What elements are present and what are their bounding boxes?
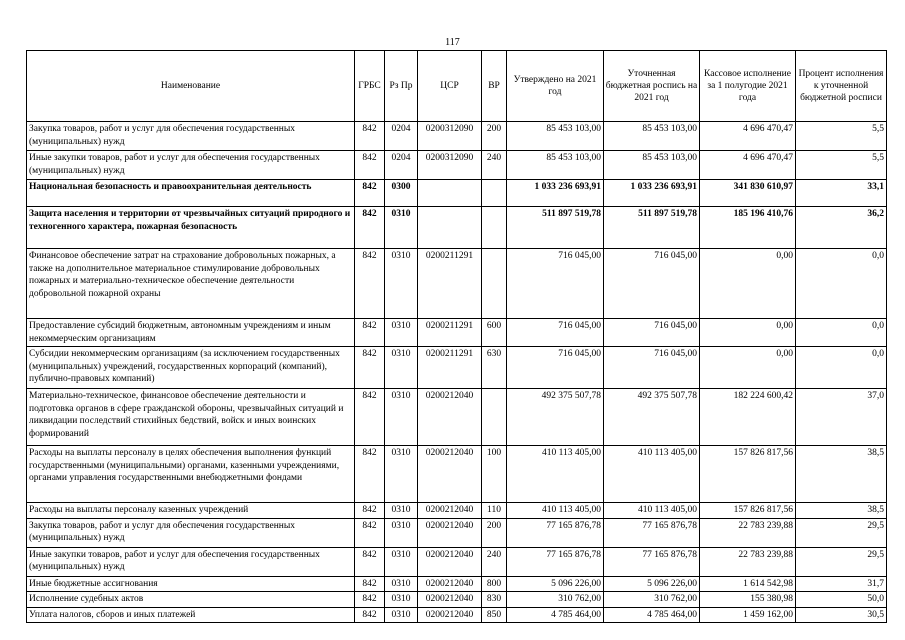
cell-grbs: 842 [355, 347, 385, 389]
table-row [27, 576, 887, 592]
cell-csr: 0200211291 [418, 319, 482, 347]
cell-rzpr: 0310 [385, 503, 418, 519]
cell-cash: 1 614 542,98 [700, 576, 796, 592]
cell-approved: 410 113 405,00 [507, 503, 604, 519]
cell-percent: 50,0 [796, 592, 887, 608]
cell-csr: 0200212040 [418, 446, 482, 503]
cell-name: Расходы на выплаты персоналу казенных учреждений [27, 503, 355, 519]
cell-percent: 38,5 [796, 503, 887, 519]
cell-approved: 77 165 876,78 [507, 518, 604, 547]
header-grbs: ГРБС [355, 51, 385, 122]
cell-approved: 716 045,00 [507, 249, 604, 319]
header-refined: Уточненная бюджетная роспись на 2021 год [604, 51, 700, 122]
cell-cash: 1 459 162,00 [700, 607, 796, 623]
cell-percent: 38,5 [796, 446, 887, 503]
cell-grbs: 842 [355, 249, 385, 319]
cell-vr [482, 389, 507, 446]
cell-csr: 0200212040 [418, 607, 482, 623]
cell-name: Закупка товаров, работ и услуг для обеспечения государственных (муниципальных) нужд [27, 518, 355, 547]
cell-cash: 185 196 410,76 [700, 207, 796, 249]
cell-approved: 511 897 519,78 [507, 207, 604, 249]
cell-vr: 200 [482, 122, 507, 151]
cell-grbs: 842 [355, 547, 385, 576]
cell-refined: 511 897 519,78 [604, 207, 700, 249]
cell-name: Иные закупки товаров, работ и услуг для обеспечения государственных (муниципальных) нужд [27, 547, 355, 576]
cell-name: Национальная безопасность и правоохранительная деятельность [27, 180, 355, 207]
cell-csr [418, 207, 482, 249]
cell-name: Исполнение судебных актов [27, 592, 355, 608]
cell-approved: 310 762,00 [507, 592, 604, 608]
cell-name: Предоставление субсидий бюджетным, автономным учреждениям и иным некоммерческим организациям [27, 319, 355, 347]
table-row [27, 319, 887, 347]
cell-name: Закупка товаров, работ и услуг для обеспечения государственных (муниципальных) нужд [27, 122, 355, 151]
cell-csr: 0200211291 [418, 347, 482, 389]
cell-csr: 0200212040 [418, 389, 482, 446]
cell-vr: 600 [482, 319, 507, 347]
table-row [27, 503, 887, 519]
cell-grbs: 842 [355, 576, 385, 592]
cell-vr: 240 [482, 151, 507, 180]
cell-refined: 77 165 876,78 [604, 518, 700, 547]
cell-approved: 85 453 103,00 [507, 151, 604, 180]
cell-percent: 5,5 [796, 122, 887, 151]
cell-cash: 0,00 [700, 347, 796, 389]
budget-table [26, 50, 887, 623]
cell-rzpr: 0310 [385, 592, 418, 608]
cell-name: Расходы на выплаты персоналу в целях обеспечения выполнения функций государственными (муниципальными) органами, казенными учреждениями, органами управления государственными внебюджетными фондами [27, 446, 355, 503]
cell-rzpr: 0300 [385, 180, 418, 207]
table-row [27, 547, 887, 576]
cell-name: Защита населения и территории от чрезвычайных ситуаций природного и техногенного характера, пожарная безопасность [27, 207, 355, 249]
cell-refined: 4 785 464,00 [604, 607, 700, 623]
cell-cash: 0,00 [700, 249, 796, 319]
table-row [27, 347, 887, 389]
table-row [27, 151, 887, 180]
cell-refined: 1 033 236 693,91 [604, 180, 700, 207]
cell-vr: 830 [482, 592, 507, 608]
cell-approved: 716 045,00 [507, 319, 604, 347]
cell-vr [482, 207, 507, 249]
cell-name: Финансовое обеспечение затрат на страхование добровольных пожарных, а также на дополнительное материальное стимулирование добровольных пожарных и материально-техническое обеспечение деятельности добровольной пожарной охраны [27, 249, 355, 319]
cell-rzpr: 0204 [385, 151, 418, 180]
cell-rzpr: 0310 [385, 249, 418, 319]
table-row [27, 389, 887, 446]
cell-refined: 77 165 876,78 [604, 547, 700, 576]
table-row [27, 592, 887, 608]
cell-vr: 100 [482, 446, 507, 503]
cell-refined: 310 762,00 [604, 592, 700, 608]
cell-grbs: 842 [355, 207, 385, 249]
cell-rzpr: 0310 [385, 547, 418, 576]
cell-rzpr: 0310 [385, 607, 418, 623]
table-row [27, 249, 887, 319]
cell-percent: 36,2 [796, 207, 887, 249]
cell-name: Иные бюджетные ассигнования [27, 576, 355, 592]
cell-approved: 492 375 507,78 [507, 389, 604, 446]
cell-name: Иные закупки товаров, работ и услуг для обеспечения государственных (муниципальных) нужд [27, 151, 355, 180]
cell-rzpr: 0310 [385, 207, 418, 249]
cell-csr: 0200212040 [418, 592, 482, 608]
cell-cash: 182 224 600,42 [700, 389, 796, 446]
table-row [27, 518, 887, 547]
cell-percent: 31,7 [796, 576, 887, 592]
cell-cash: 0,00 [700, 319, 796, 347]
cell-refined: 716 045,00 [604, 347, 700, 389]
cell-rzpr: 0310 [385, 576, 418, 592]
cell-percent: 37,0 [796, 389, 887, 446]
header-vr: ВР [482, 51, 507, 122]
cell-rzpr: 0310 [385, 319, 418, 347]
cell-rzpr: 0310 [385, 518, 418, 547]
cell-percent: 29,5 [796, 518, 887, 547]
table-row [27, 207, 887, 249]
table-row [27, 607, 887, 623]
cell-refined: 85 453 103,00 [604, 122, 700, 151]
cell-name: Материально-техническое, финансовое обеспечение деятельности и подготовка органов в сфере гражданской обороны, чрезвычайных ситуаций и ликвидации последствий стихийных бедствий, войск и иных воинских формирований [27, 389, 355, 446]
cell-vr: 800 [482, 576, 507, 592]
cell-vr [482, 180, 507, 207]
table-header-row [27, 51, 887, 122]
table-row [27, 180, 887, 207]
cell-cash: 157 826 817,56 [700, 503, 796, 519]
cell-grbs: 842 [355, 151, 385, 180]
table-row [27, 122, 887, 151]
cell-grbs: 842 [355, 592, 385, 608]
cell-grbs: 842 [355, 122, 385, 151]
cell-csr: 0200211291 [418, 249, 482, 319]
cell-vr [482, 249, 507, 319]
cell-approved: 4 785 464,00 [507, 607, 604, 623]
cell-refined: 492 375 507,78 [604, 389, 700, 446]
page-number: 117 [445, 37, 460, 48]
cell-refined: 5 096 226,00 [604, 576, 700, 592]
cell-percent: 33,1 [796, 180, 887, 207]
header-name: Наименование [27, 51, 355, 122]
cell-rzpr: 0310 [385, 389, 418, 446]
cell-grbs: 842 [355, 389, 385, 446]
cell-rzpr: 0204 [385, 122, 418, 151]
cell-cash: 155 380,98 [700, 592, 796, 608]
cell-rzpr: 0310 [385, 446, 418, 503]
cell-vr: 240 [482, 547, 507, 576]
cell-cash: 22 783 239,88 [700, 547, 796, 576]
cell-vr: 110 [482, 503, 507, 519]
cell-refined: 716 045,00 [604, 319, 700, 347]
cell-refined: 716 045,00 [604, 249, 700, 319]
cell-percent: 5,5 [796, 151, 887, 180]
cell-refined: 85 453 103,00 [604, 151, 700, 180]
cell-csr: 0200212040 [418, 547, 482, 576]
cell-name: Уплата налогов, сборов и иных платежей [27, 607, 355, 623]
cell-refined: 410 113 405,00 [604, 503, 700, 519]
header-percent: Процент исполнения к уточненной бюджетной росписи [796, 51, 887, 122]
cell-vr: 850 [482, 607, 507, 623]
cell-csr [418, 180, 482, 207]
cell-vr: 630 [482, 347, 507, 389]
cell-grbs: 842 [355, 518, 385, 547]
cell-csr: 0200212040 [418, 576, 482, 592]
table-body [27, 122, 887, 623]
cell-percent: 0,0 [796, 347, 887, 389]
header-approved: Утверждено на 2021 год [507, 51, 604, 122]
cell-percent: 0,0 [796, 249, 887, 319]
cell-cash: 4 696 470,47 [700, 122, 796, 151]
cell-percent: 30,5 [796, 607, 887, 623]
cell-approved: 5 096 226,00 [507, 576, 604, 592]
cell-csr: 0200312090 [418, 122, 482, 151]
cell-grbs: 842 [355, 319, 385, 347]
cell-cash: 4 696 470,47 [700, 151, 796, 180]
cell-approved: 85 453 103,00 [507, 122, 604, 151]
cell-grbs: 842 [355, 446, 385, 503]
cell-cash: 341 830 610,97 [700, 180, 796, 207]
cell-percent: 29,5 [796, 547, 887, 576]
cell-csr: 0200312090 [418, 151, 482, 180]
cell-grbs: 842 [355, 503, 385, 519]
cell-grbs: 842 [355, 180, 385, 207]
cell-cash: 22 783 239,88 [700, 518, 796, 547]
cell-name: Субсидии некоммерческим организациям (за исключением государственных (муниципальных) учреждений, государственных корпораций (компаний), публично-правовых компаний) [27, 347, 355, 389]
cell-rzpr: 0310 [385, 347, 418, 389]
cell-grbs: 842 [355, 607, 385, 623]
header-csr: ЦСР [418, 51, 482, 122]
header-cash: Кассовое исполнение за 1 полугодие 2021 года [700, 51, 796, 122]
cell-cash: 157 826 817,56 [700, 446, 796, 503]
cell-percent: 0,0 [796, 319, 887, 347]
cell-approved: 410 113 405,00 [507, 446, 604, 503]
header-rzpr: Рз Пр [385, 51, 418, 122]
cell-approved: 77 165 876,78 [507, 547, 604, 576]
cell-refined: 410 113 405,00 [604, 446, 700, 503]
cell-csr: 0200212040 [418, 518, 482, 547]
cell-csr: 0200212040 [418, 503, 482, 519]
table-row [27, 446, 887, 503]
cell-approved: 716 045,00 [507, 347, 604, 389]
cell-approved: 1 033 236 693,91 [507, 180, 604, 207]
cell-vr: 200 [482, 518, 507, 547]
